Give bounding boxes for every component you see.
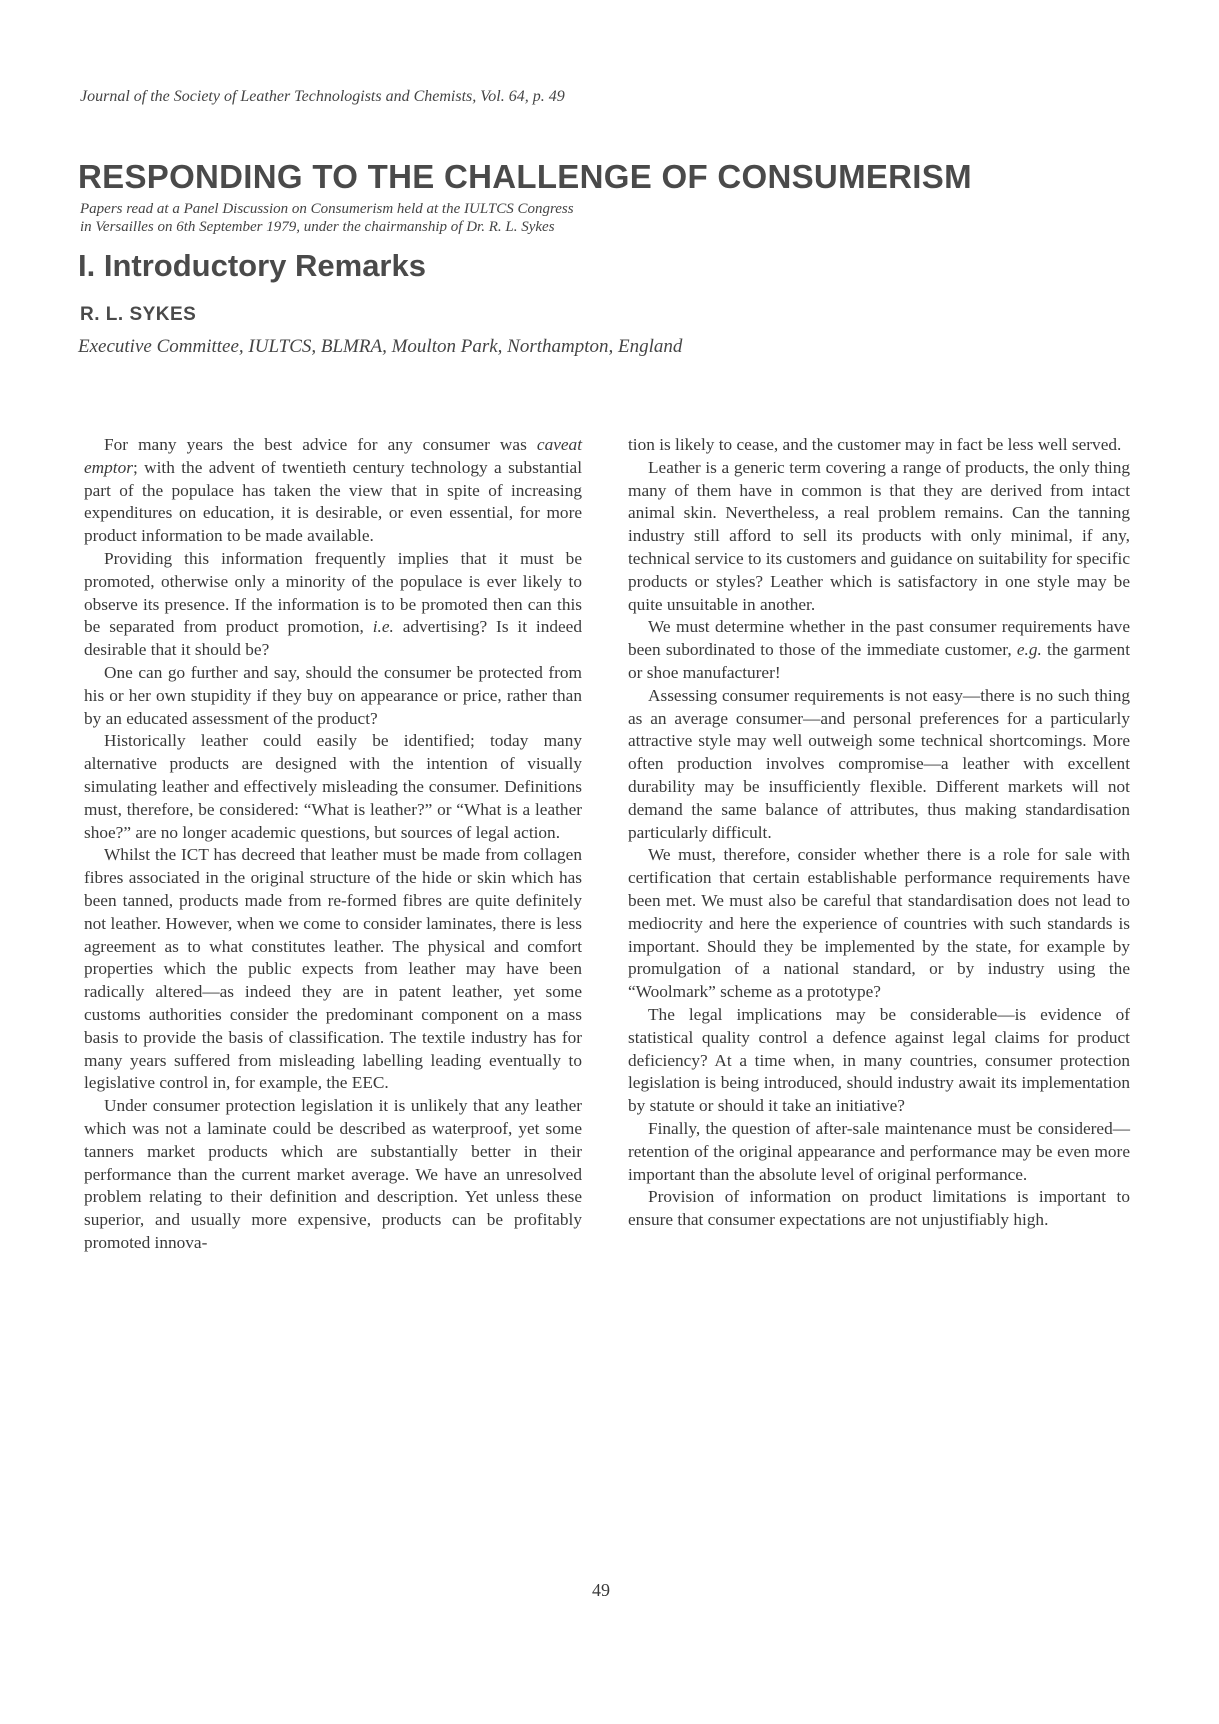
paragraph: Whilst the ICT has decreed that leather must be made from collagen fibres associated in the original structure of the hide or skin which has been tanned, products made from re-formed fibres are quite definitely not leather. However, when we come to consider laminates, there is less agreement as to what constitutes leather. The physical and comfort properties which the public expects from leather may have been radically altered—as indeed they are in patent leather, yet some customs authorities consider the predominant component on a mass basis to provide the basis of classification. The textile industry has for many years suffered from misleading labelling leading eventually to legislative control in, for example, the EEC.: [84, 845, 582, 1093]
paragraph: [84, 434, 582, 548]
paragraph: One can go further and say, should the consumer be protected from his or her own stupidity if they buy on appearance or price, rather than by an educated assessment of the product?: [84, 662, 582, 728]
text: the garment or shoe manufacturer!: [628, 640, 1130, 682]
journal-citation: Journal of the Society of Leather Technologists and Chemists, Vol. 64, p. 49: [80, 88, 565, 105]
paragraph-continuation: tion is likely to cease, and the customer may in fact be less well served.: [628, 435, 1122, 454]
left-column: [84, 434, 582, 1255]
article-title: RESPONDING TO THE CHALLENGE OF CONSUMERISM: [78, 158, 972, 195]
text: advertising? Is it indeed desirable that it should be?: [84, 617, 582, 660]
author-name: R. L. SYKES: [80, 304, 197, 325]
paragraph: Leather is a generic term covering a range of products, the only thing many of them have in common is that they are derived from intact animal skin. Nevertheless, a real problem remains. Can the tanning industry still afford to sell its products with only minimal, if any, technical service to its customers and guidance on suitability for specific products or styles? Leather which is satisfactory in one style may be quite unsuitable in another.: [628, 457, 1130, 614]
paragraph: Finally, the question of after-sale maintenance must be considered—retention of the original appearance and performance may be even more important than the absolute level of original performance.: [628, 1118, 1130, 1184]
text: We must determine whether in the past consumer requirements have been subordinated to those of the immediate customer,: [628, 617, 1130, 660]
text: For many years the best advice for any consumer was: [104, 435, 537, 454]
paragraph: Provision of information on product limitations is important to ensure that consumer expectations are not unjustifiably high.: [628, 1187, 1130, 1230]
subtitle-line-2: in Versailles on 6th September 1979, under the chairmanship of Dr. R. L. Sykes: [80, 219, 555, 235]
paragraph: [84, 548, 582, 662]
section-title: I. Introductory Remarks: [78, 248, 426, 283]
italic-phrase: caveat emptor: [84, 435, 582, 477]
italic-phrase: e.g.: [1016, 640, 1042, 660]
italic-phrase: i.e.: [372, 617, 394, 637]
right-column: [628, 434, 1130, 1232]
paragraph: Historically leather could easily be identified; today many alternative products are designed with the intention of visually simulating leather and effectively misleading the consumer. Definitions must, therefore, be considered: “What is leather?” or “What is a leather shoe?” are no longer academic questions, but sources of legal action.: [84, 731, 582, 842]
subtitle-line-1: Papers read at a Panel Discussion on Consumerism held at the IULTCS Congress: [80, 201, 574, 217]
text: Providing this information frequently implies that it must be promoted, otherwise only a minority of the populace is ever likely to observe its presence. If the information is to be promoted then can this be separated from product promotion,: [84, 548, 582, 637]
paragraph: [628, 616, 1130, 684]
author-affiliation: Executive Committee, IULTCS, BLMRA, Moulton Park, Northampton, England: [78, 336, 683, 357]
paragraph: Under consumer protection legislation it is unlikely that any leather which was not a laminate could be described as waterproof, yet some tanners market products which are substantially better in their performance than the current market average. We have an unresolved problem relating to their definition and description. Yet unless these superior, and usually more expensive, products can be profitably promoted innova-: [84, 1096, 582, 1252]
paragraph: The legal implications may be considerable—is evidence of statistical quality control a defence against legal claims for product deficiency? At a time when, in many countries, consumer protection legislation is being introduced, should industry await its implementation by statute or should it take an initiative?: [628, 1004, 1130, 1116]
paragraph: We must, therefore, consider whether there is a role for sale with certification that certain establishable performance requirements have been met. We must also be careful that standardisation does not lead to mediocrity and here the experience of countries with such standards is important. Should they be implemented by the state, for example by promulgation of a national standard, or by industry using the “Woolmark” scheme as a prototype?: [628, 845, 1130, 1002]
paragraph: Assessing consumer requirements is not easy—there is no such thing as an average consumer—and personal preferences for a particularly attractive style may well outweigh some technical shortcomings. More often production involves compromise—a leather with excellent durability may be insufficiently flexible. Different markets will not demand the same balance of attributes, thus making standardisation particularly difficult.: [628, 685, 1130, 842]
subtitle: [80, 200, 574, 236]
text: ; with the advent of twentieth century technology a substantial part of the populace has taken the view that in spite of increasing expenditures on education, it is desirable, or even essential, for more product information to be made available.: [84, 457, 582, 546]
page-number: 49: [592, 1580, 610, 1600]
